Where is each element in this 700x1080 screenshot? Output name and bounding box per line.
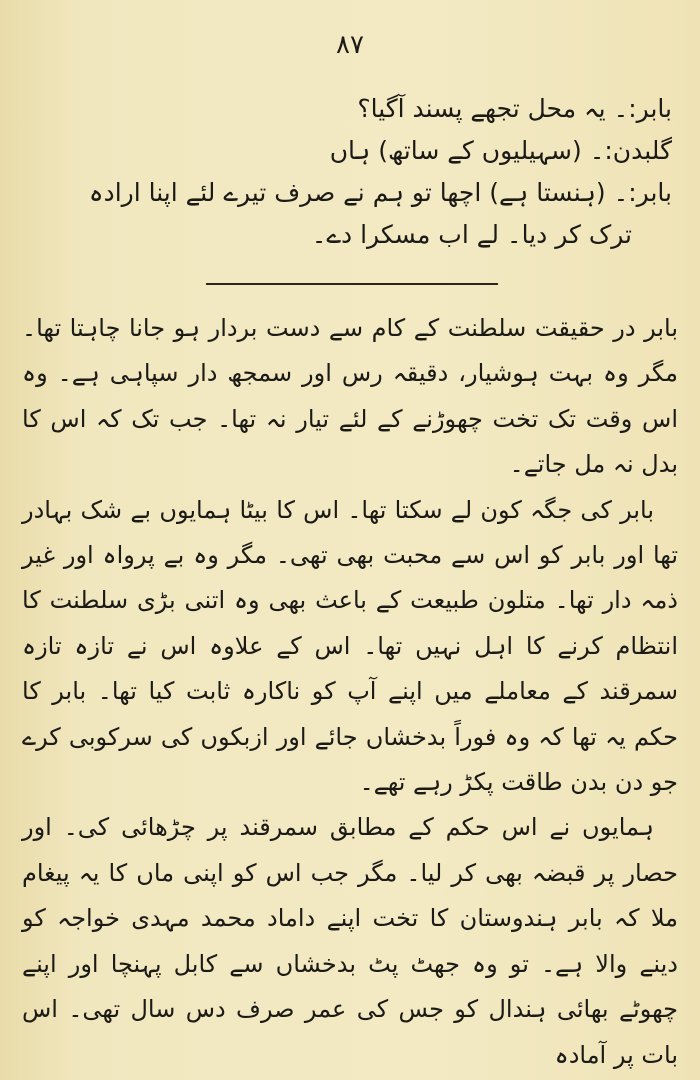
dialogue-line: ترک کر دیا۔ لے اب مسکرا دے۔ (311, 220, 632, 249)
dialogue-block (32, 88, 672, 256)
dialogue-line: گلبدن:۔ (سہیلیوں کے ساتھ) ہاں (329, 136, 672, 165)
paragraph: بابر کی جگہ کون لے سکتا تھا۔ اس کا بیٹا ہمایوں بے شک بہادر تھا اور بابر کو اس سے محبت بھی تھی۔ مگر وہ بے پرواہ اور غیر ذمہ دار تھا۔ متلون طبیعت کے باعث بھی وہ اتنی بڑی سلطنت کا انتظام کرنے کا اہل نہیں تھا۔ اس کے علاوہ اس نے تازہ تازہ سمرقند کے معاملے میں اپنے آپ کو ناکارہ ثابت کیا تھا۔ بابر کا حکم یہ تھا کہ وہ فوراً بدخشاں جائے اور ازبکوں کی سرکوبی کرے جو دن بدن طاقت پکڑ رہے تھے۔ (22, 495, 678, 797)
dialogue-line: بابر:۔ یہ محل تجھے پسند آگیا؟ (357, 94, 672, 123)
page-number: ۸۷ (336, 30, 364, 60)
body-text (22, 306, 678, 1078)
paragraph: بابر در حقیقت سلطنت کے کام سے دست بردار ہو جانا چاہتا تھا۔ مگر وہ بہت ہوشیار، دقیقہ رس اور سمجھ دار سپاہی ہے۔ وہ اس وقت تک تخت چھوڑنے کے لئے تیار نہ تھا۔ جب تک کہ اس کا بدل نہ مل جاتے۔ (22, 314, 678, 479)
paragraph: ہمایوں نے اس حکم کے مطابق سمرقند پر چڑھائی کی۔ اور حصار پر قبضہ بھی کر لیا۔ مگر جب اس کو اپنی ماں کا یہ پیغام ملا کہ بابر ہندوستان کا تخت اپنے داماد محمد مہدی خواجہ کو دینے والا ہے۔ تو وہ جھٹ پٹ بدخشاں سے کابل پہنچا اور اپنے چھوٹے بھائی ہندال کو جس کی عمر صرف دس سال تھی۔ اس بات پر آمادہ (22, 813, 678, 1069)
section-divider (206, 283, 498, 285)
dialogue-line: بابر:۔ (ہنستا ہے) اچھا تو ہم نے صرف تیرے لئے اپنا ارادہ (88, 178, 672, 207)
